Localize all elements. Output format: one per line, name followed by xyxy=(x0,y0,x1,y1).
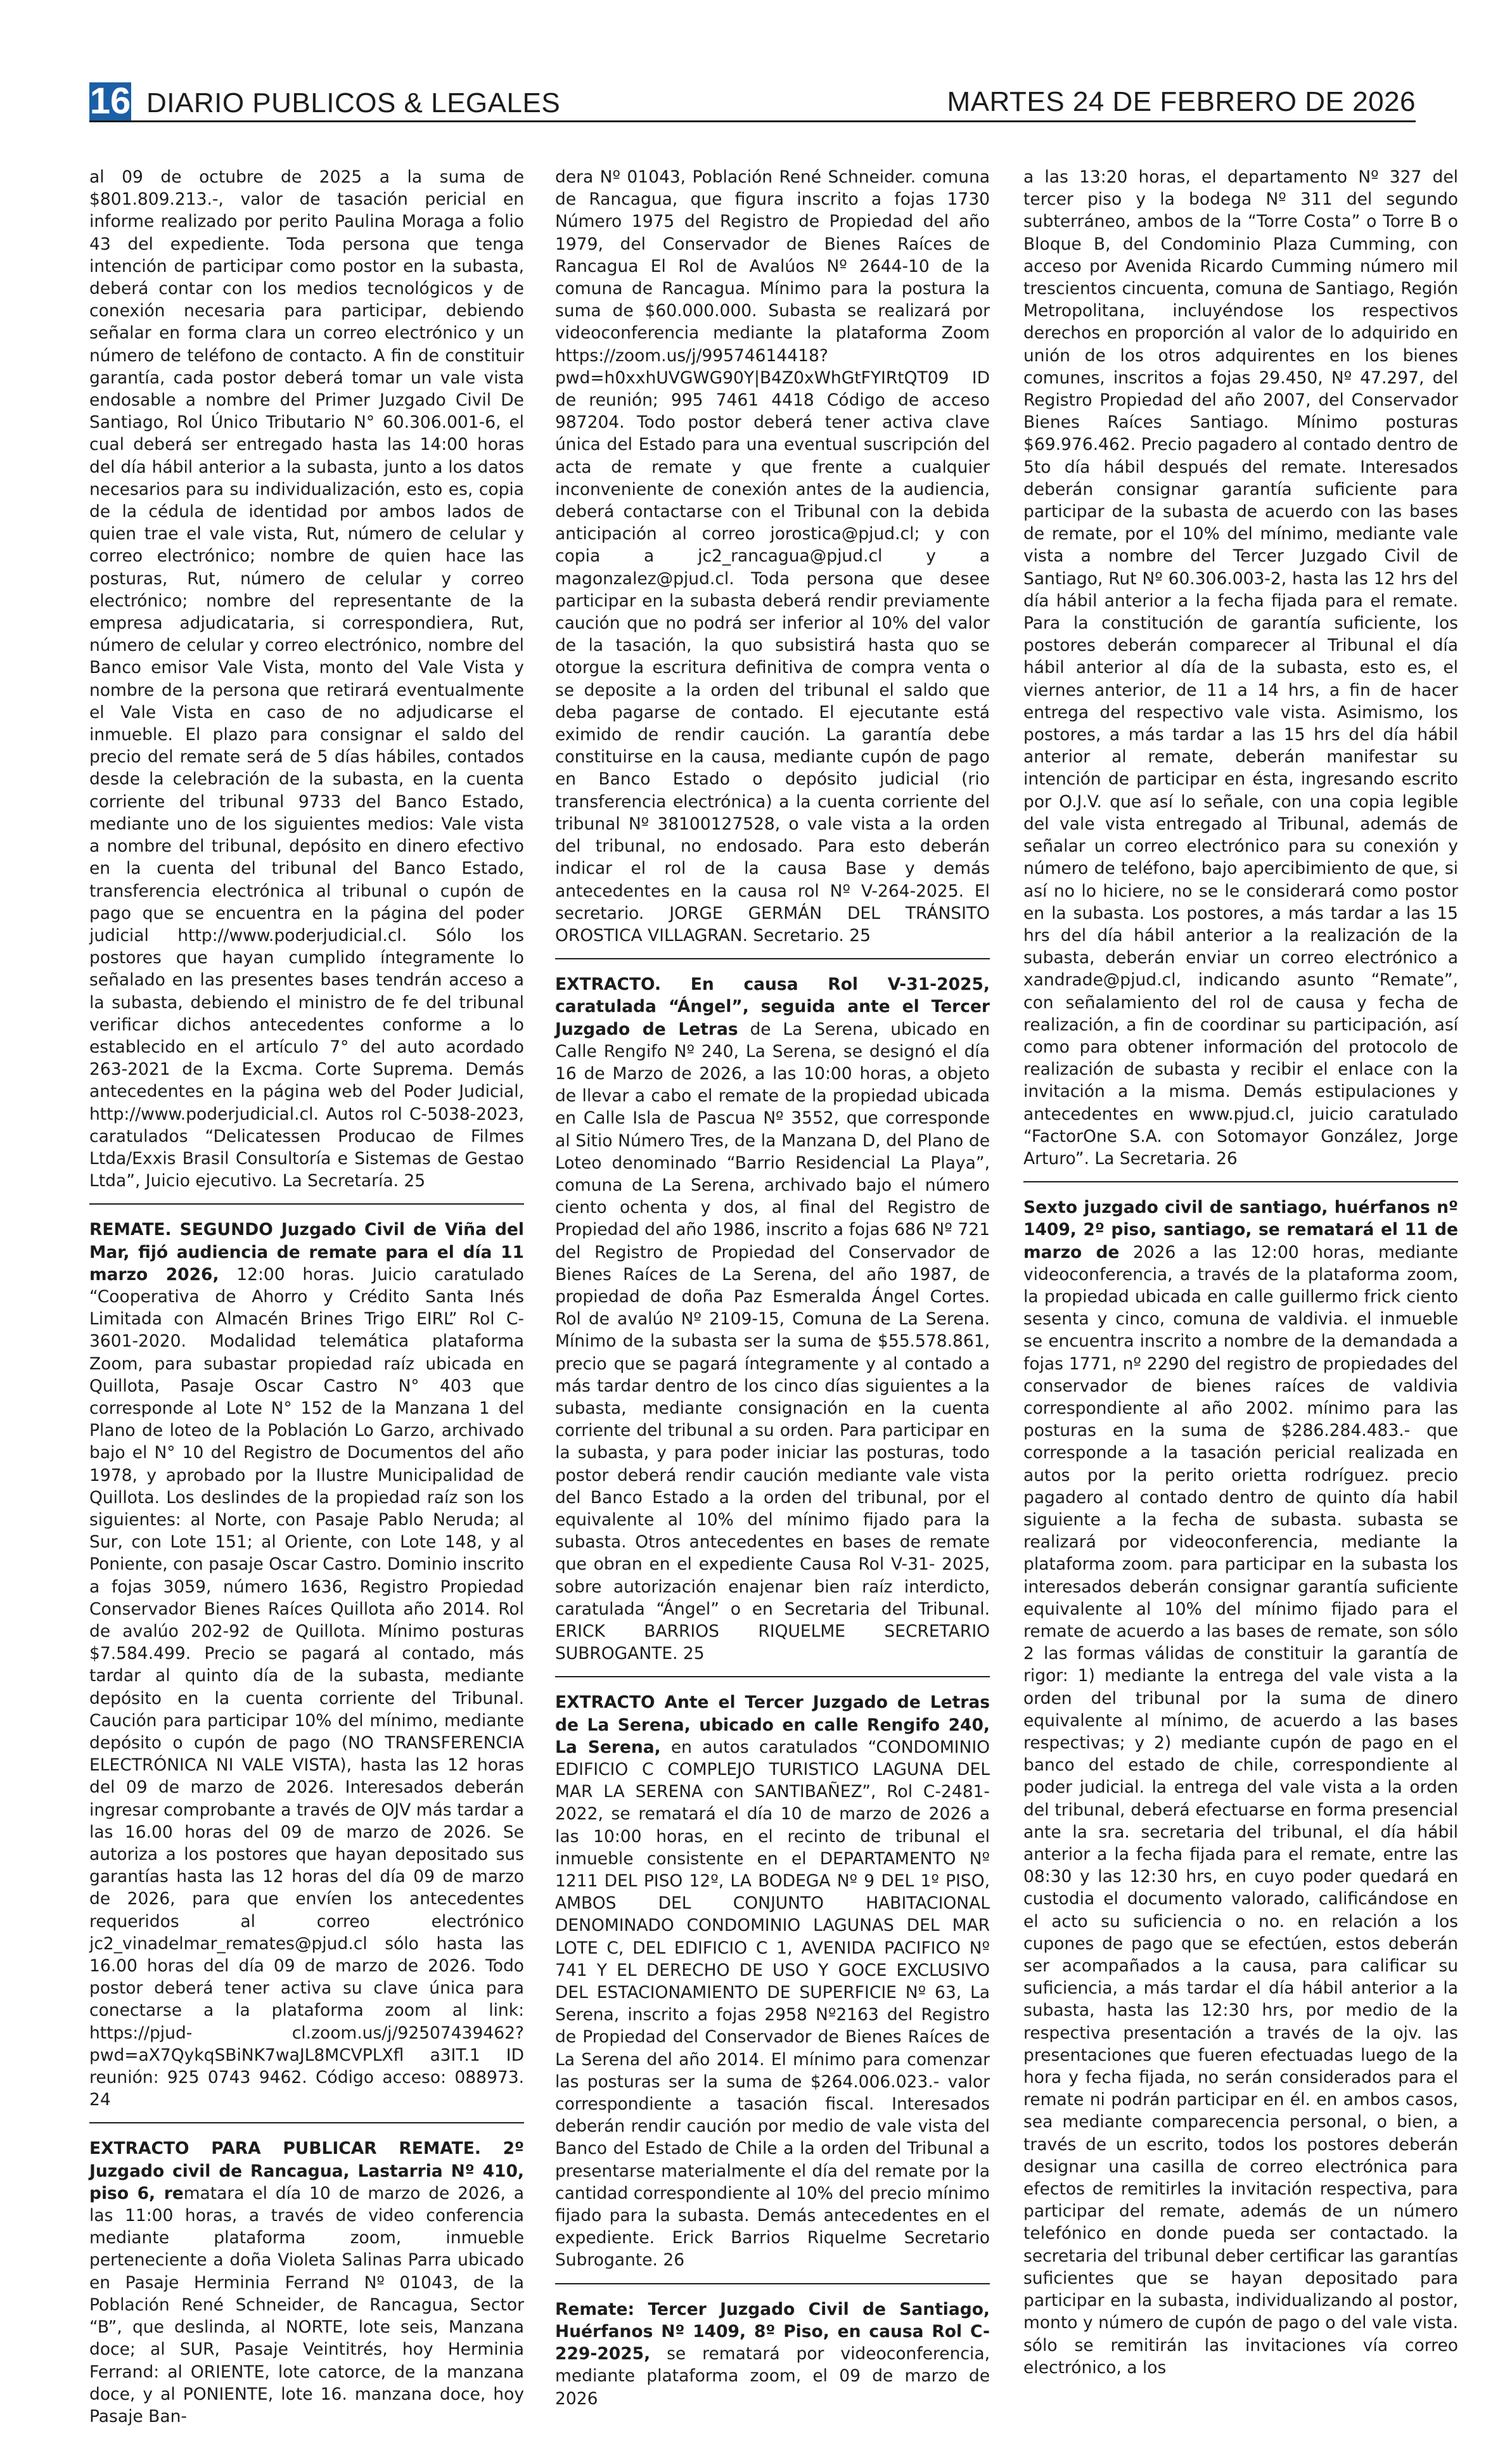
notice-body: a las 13:20 horas, el departamento Nº 327 del tercer piso y la bodega Nº 311 del segundo subterráneo, ambos de la “Torre Costa” o Torre B o Bloque B, del Condominio Plaza Cumming, con acceso por Avenida Ricardo Cumming número mil trescientos cincuenta, comuna de Santiago, Región Metropolitana, incluyéndose los respectivos derechos en proporción al valor de lo adquirido en unión de los otros adquirentes en los bienes comunes, inscritos a fojas 29.450, Nº 47.297, del Registro Propiedad del año 2007, del Conservador Bienes Raíces Santiago. Mínimo posturas $69.976.462. Precio pagadero al contado dentro de 5to día hábil después del remate. Interesados deberán consignar garantía suficiente para participar de la subasta de acuerdo con las bases de remate, por el 10% del mínimo, mediante vale vista a nombre del Tercer Juzgado Civil de Santiago, Rut Nº 60.306.003-2, hasta las 12 hrs del día hábil anterior a la fecha fijada para el remate. Para la constitución de garantía suficiente, los postores deberán comparecer al Tribunal el día hábil anterior al día de la subasta, esto es, el viernes anterior, de 11 a 14 hrs, a fin de hacer entrega del respectivo vale vista. Asimismo, los postores, a más tardar a las 15 hrs del día hábil anterior al remate, deberán manifestar su intención de participar en ésta, ingresando escrito por O.J.V. que así lo señale, con una copia legible del vale vista entregado al Tribunal, además de señalar un correo electrónico para su conexión y número de teléfono, bajo apercibimiento de que, si así no lo hiciere, no se le considerará como postor en la subasta. Los postores, a más tardar a las 15 hrs del día hábil anterior a la realización de la subasta, deberán enviar un correo electrónico a xandrade@pjud.cl, indicando asunto “Remate”, con señalamiento del rol de causa y fecha de realización, a fin de coordinar su participación, así como para obtener información del protocolo de realización de subasta y recibir el enlace con la invitación a la misma. Demás estipulaciones y antecedentes en www.pjud.cl, juicio caratulado “FactorOne S.A. con Sotomayor González, Jorge Arturo”. La Secretaria. 26 xyxy=(1023,167,1458,1168)
notice-body: dera Nº 01043, Población René Schneider. comuna de Rancagua, que figura inscrito a fojas 1730 Número 1975 del Registro de Propiedad del año 1979, del Conservador de Bienes Raíces de Rancagua El Rol de Avalúos Nº 2644-10 de la comuna de Rancagua. Mínimo para la postura la suma de $60.000.000. Subasta se realizará por videoconferencia mediante la plataforma Zoom https://zoom.us/j/99574614418?pwd=h0xxhUVGWG90Y|B4Z0xWhGtFYIRtQT09 ID de reunión; 995 7461 4418 Código de acceso 987204. Todo postor deberá tener activa clave única del Estado para una eventual suscripción del acta de remate y que frente a cualquier inconveniente de conexión antes de la audiencia, deberá contactarse con el Tribunal con la debida anticipación al correo jorostica@pjud.cl; y con copia a jc2_rancagua@pjud.cl y a magonzalez@pjud.cl. Toda persona que desee participar en la subasta deberá rendir previamente caución que no podrá ser inferior al 10% del valor de la tasación, la quo subsistirá hasta quo se otorgue la escritura definitiva de compra venta o se deposite a la orden del tribunal el saldo que deba pagarse de contado. El ejecutante está eximido de rendir caución. La garantía debe constituirse en la causa, mediante cupón de pago en Banco Estado o depósito judicial (rio transferencia electrónica) a la cuenta corriente del tribunal Nº 38100127528, o vale vista a la orden del tribunal, no endosado. Para esto deberán indicar el rol de la causa Base y demás antecedentes en la causa rol Nº V-264-2025. El secretario. JORGE GERMÁN DEL TRÁNSITO OROSTICA VILLAGRAN. Secretario. 25 xyxy=(555,167,990,945)
notice-lead: Remate: Tercer Juzgado Civil de Santiago, Huérfanos Nº 1409, 8º Piso, en causa Rol C-229-2025, xyxy=(555,2299,990,2364)
notice-lead: EXTRACTO PARA PUBLICAR REMATE. 2º Juzgado civil de Rancagua, Lastarria Nº 410, piso 6, re xyxy=(89,2139,524,2203)
notice-body: 12:00 horas. Juicio caratulado “Cooperativa de Ahorro y Crédito Santa Inés Limitada con Almacén Brines Trigo EIRL” Rol C-3601-2020. Modalidad telemática plataforma Zoom, para subastar propiedad raíz ubicada en Quillota, Pasaje Oscar Castro N° 403 que corresponde al Lote N° 152 de la Manzana 1 del Plano de loteo de la Población Lo Garzo, archivado bajo el N° 10 del Registro de Documentos del año 1978, y aprobado por la Ilustre Municipalidad de Quillota. Los deslindes de la propiedad raíz son los siguientes: al Norte, con Pasaje Pablo Neruda; al Sur, con Lote 151; al Oriente, con Lote 148, y al Poniente, con pasaje Oscar Castro. Dominio inscrito a fojas 3059, número 1636, Registro Propiedad Conservador Bienes Raíces Quillota año 2014. Rol de avalúo 202-92 de Quillota. Mínimo posturas $7.584.499. Precio se pagará al contado, más tardar al quinto día de la subasta, mediante depósito en la cuenta corriente del Tribunal. Caución para participar 10% del mínimo, mediante depósito o cupón de pago (NO TRANSFERENCIA ELECTRÓNICA NI VALE VISTA), hasta las 12 horas del 09 de marzo de 2026. Interesados deberán ingresar comprobante a través de OJV más tardar a las 16.00 horas del 09 de marzo de 2026. Se autoriza a los postores que hayan depositado sus garantías hasta las 12 horas del día 09 de marzo de 2026, para que envíen los antecedentes requeridos al correo electrónico jc2_vinadelmar_remates@pjud.cl sólo hasta las 16.00 horas del día 09 de marzo de 2026. Todo postor deberá tener activa su clave única para conectarse a la plataforma zoom al link: https://pjud- cl.zoom.us/j/92507439462?pwd=aX7QykqSBiNK7waJL8MCVPLXfl a3IT.1 ID reunión: 925 0743 9462. Código acceso: 088973. 24 xyxy=(89,1264,524,2110)
column-2 xyxy=(555,166,990,2409)
column-1 xyxy=(89,166,524,2426)
notice-body: en autos caratulados “CONDOMINIO EDIFICIO C COMPLEJO TURISTICO LAGUNA DEL MAR LA SERENA con SANTIBAÑEZ”, Rol C-2481-2022, se rematará el día 10 de marzo de 2026 a las 10:00 horas, en el recinto de tribunal el inmueble consistente en el DEPARTAMENTO Nº 1211 DEL PISO 12º, LA BODEGA Nº 9 DEL 1º PISO, AMBOS DEL CONJUNTO HABITACIONAL DENOMINADO CONDOMINIO LAGUNAS DEL MAR LOTE C, DEL EDIFICIO C 1, AVENIDA PACIFICO Nº 741 Y EL DERECHO DE USO Y GOCE EXCLUSIVO DEL ESTACIONAMIENTO DE SUPERFICIE Nº 63, La Serena, inscrito a fojas 2958 Nº2163 del Registro de Propiedad del Conservador de Bienes Raíces de La Serena del año 2014. El mínimo para comenzar las posturas ser la suma de $264.006.023.- valor correspondiente a tasación fiscal. Interesados deberán rendir caución por medio de vale vista del Banco del Estado de Chile a la orden del Tribunal a presentarse materialmente el día del remate por la cantidad correspondiente al 10% del precio mínimo fijado para la subasta. Demás antecedentes en el expediente. Erick Barrios Riquelme Secretario Subrogante. 26 xyxy=(555,1737,990,2270)
column-3 xyxy=(1023,166,1458,2378)
notice-body: matara el día 10 de marzo de 2026, a las 11:00 horas, a través de video conferencia mediante plataforma zoom, inmueble perteneciente a doña Violeta Salinas Parra ubicado en Pasaje Herminia Ferrand Nº 01043, de la Población René Schneider, de Rancagua, Sector “B”, que deslinda, al NORTE, lote seis, Manzana doce; al SUR, Pasaje Veintitrés, hoy Herminia Ferrand: al ORIENTE, lote catorce, de la manzana doce, y al PONIENTE, lote 16. manzana doce, hoy Pasaje Ban- xyxy=(89,2183,524,2426)
legal-notice xyxy=(89,1203,524,2122)
legal-notice xyxy=(1023,1181,1458,2390)
legal-notice xyxy=(555,166,990,958)
notice-lead: Sexto juzgado civil de santiago, huérfanos nº 1409, 2º piso, santiago, se rematará el 11 de marzo de xyxy=(1023,1198,1458,1262)
notice-body: al 09 de octubre de 2025 a la suma de $801.809.213.-, valor de tasación pericial en informe realizado por perito Paulina Moraga a folio 43 del expediente. Toda persona que tenga intención de participar como postor en la subasta, deberá contar con los medios tecnológicos y de conexión necesaria para participar, debiendo señalar en forma clara un correo electrónico y un número de teléfono de contacto. A fin de constituir garantía, cada postor deberá tomar un vale vista endosable a nombre del Primer Juzgado Civil De Santiago, Rol Único Tributario N° 60.306.001-6, el cual deberá ser entregado hasta las 14:00 horas del día hábil anterior a la subasta, junto a los datos necesarios para su individualización, esto es, copia de la cédula de identidad por ambos lados de quien trae el vale vista, Rut, número de celular y correo electrónico; nombre de quien hace las posturas, Rut, número de celular y correo electrónico; nombre del representante de la empresa adjudicataria, si correspondiera, Rut, número de celular y correo electrónico, nombre del Banco emisor Vale Vista, monto del Vale Vista y nombre de la persona que retirará eventualmente el Vale Vista en caso de no adjudicarse el inmueble. El plazo para consignar el saldo del precio del remate será de 5 días hábiles, contados desde la celebración de la subasta, en la cuenta corriente del tribunal 9733 del Banco Estado, mediante uno de los siguientes medios: Vale vista a nombre del tribunal, depósito en dinero efectivo en la cuenta del tribunal del Banco Estado, transferencia electrónica al tribunal o cupón de pago que se encuentra en la página del poder judicial http://www.poderjudicial.cl. Sólo los postores que hayan cumplido íntegramente lo señalado en las presentes bases tendrán acceso a la subasta, debiendo el ministro de fe del tribunal verificar dichos antecedentes conforme a lo establecido en el artículo 7° del auto acordado 263-2021 de la Excma. Corte Suprema. Demás antecedentes en la página web del Poder Judicial, http://www.poderjudicial.cl. Autos rol C-5038-2023, caratulados “Delicatessen Producao de Filmes Ltda/Exxis Brasil Consultoría e Sistemas de Gestao Ltda”, Juicio ejecutivo. La Secretaría. 25 xyxy=(89,167,524,1191)
masthead xyxy=(89,81,1416,122)
legal-notice xyxy=(89,2122,524,2439)
publication-date: MARTES 24 DE FEBRERO DE 2026 xyxy=(947,86,1416,117)
publication-name: DIARIO PUBLICOS & LEGALES xyxy=(146,87,561,118)
notice-lead: REMATE. SEGUNDO Juzgado Civil de Viña del Mar, fijó audiencia de remate para el día 11 marzo 2026, xyxy=(89,1220,524,1284)
legal-notice xyxy=(89,166,524,1203)
legal-notice xyxy=(555,958,990,1676)
legal-notice xyxy=(555,2283,990,2421)
legal-notice xyxy=(555,1676,990,2282)
notice-lead: EXTRACTO. En causa Rol V-31-2025, caratulada “Ángel”, seguida ante el Tercer Juzgado de Letras xyxy=(555,975,990,1039)
notice-body: 2026 a las 12:00 horas, mediante videoconferencia, a través de la plataforma zoom, la propiedad ubicada en calle guillermo frick ciento sesenta y cinco, comuna de valdivia. el inmueble se encuentra inscrito a nombre de la demandada a fojas 1771, nº 2290 del registro de propiedades del conservador de bienes raíces de valdivia correspondiente al año 2002. mínimo para las posturas en la suma de $286.284.483.- que corresponde a la tasación pericial realizada en autos por la perito orietta rodríguez. precio pagadero al contado dentro de quinto día habil siguiente a la fecha de subasta. subasta se realizará por videoconferencia, mediante la plataforma zoom. para participar en la subasta los interesados deberán consignar garantía suficiente equivalente al 10% del mínimo fijado para el remate de acuerdo a las bases de remate, son sólo 2 las formas válidas de constituir la garantía de rigor: 1) mediante la entrega del vale vista a la orden del tribunal por la suma de dinero equivalente al mínimo, de acuerdo a las bases respectivas; y 2) mediante cupón de pago en el banco del estado de chile, correspondiente al poder judicial. la entrega del vale vista a la orden del tribunal, deberá efectuarse en forma presencial ante la sra. secretaria del tribunal, el día hábil anterior a la fecha fijada para el remate, entre las 08:30 y las 12:30 hrs, en cuyo poder quedará en custodia el documento valorado, calificándose en el acto su suficiencia o no. en relación a los cupones de pago que se efectúen, estos deberán ser acompañados a la causa, para calificar su suficiencia, a más tardar el día hábil anterior a la subasta, hasta las 12:30 hrs, por medio de la respectiva presentación a través de la ojv. las presentaciones que fueren efectuadas luego de la hora y fecha fijada, no serán considerados para el remate ni podrán participar en él. en ambos casos, sea mediante comparecencia personal, o bien, a través de un escrito, todos los postores deberán designar una casilla de correo electrónica para efectos de remitirles la invitación respectiva, para participar del remate, además de un número telefónico en donde pueda ser contactado. la secretaria del tribunal deber certificar las garantías suficientes que se hayan depositado para participar en la subasta, individualizando al postor, monto y número de cupón de pago o del vale vista. sólo se remitirán las invitaciones vía correo electrónico, a los xyxy=(1023,1242,1458,2378)
notice-body: se rematará por videoconferencia, mediante plataforma zoom, el 09 de marzo de 2026 xyxy=(555,2344,990,2409)
page-number: 16 xyxy=(89,80,131,122)
notice-body: de La Serena, ubicado en Calle Rengifo Nº 240, La Serena, se designó el día 16 de Marzo de 2026, a las 10:00 horas, a objeto de llevar a cabo el remate de la propiedad ubicada en Calle Isla de Pascua Nº 3552, que corresponde al Sitio Número Tres, de la Manzana D, del Plano de Loteo denominado “Barrio Residencial La Playa”, comuna de La Serena, archivado bajo el número ciento ochenta y dos, al final del Registro de Propiedad del año 1986, inscrito a fojas 686 Nº 721 del Registro de Propiedad del Conservador de Bienes Raíces de La Serena, del año 1987, de propiedad de doña Paz Esmeralda Ángel Cortes. Rol de avalúo Nº 2109-15, Comuna de La Serena. Mínimo de la subasta ser la suma de $55.578.861, precio que se pagará íntegramente y al contado a más tardar dentro de los cinco días siguientes a la subasta, mediante consignación en la cuenta corriente del tribunal a su orden. Para participar en la subasta, y para poder iniciar las posturas, todo postor deberá rendir caución mediante vale vista del Banco Estado a la orden del tribunal, por el equivalente al 10% del mínimo fijado para la subasta. Otros antecedentes en bases de remate que obran en el expediente Causa Rol V-31- 2025, sobre autorización enajenar bien raíz interdicto, caratulada “Ángel” o en Secretaria del Tribunal. ERICK BARRIOS RIQUELME SECRETARIO SUBROGANTE. 25 xyxy=(555,1019,990,1664)
legal-notice xyxy=(1023,166,1458,1181)
notice-lead: EXTRACTO Ante el Tercer Juzgado de Letras de La Serena, ubicado en calle Rengifo 240, La Serena, xyxy=(555,1693,990,1757)
